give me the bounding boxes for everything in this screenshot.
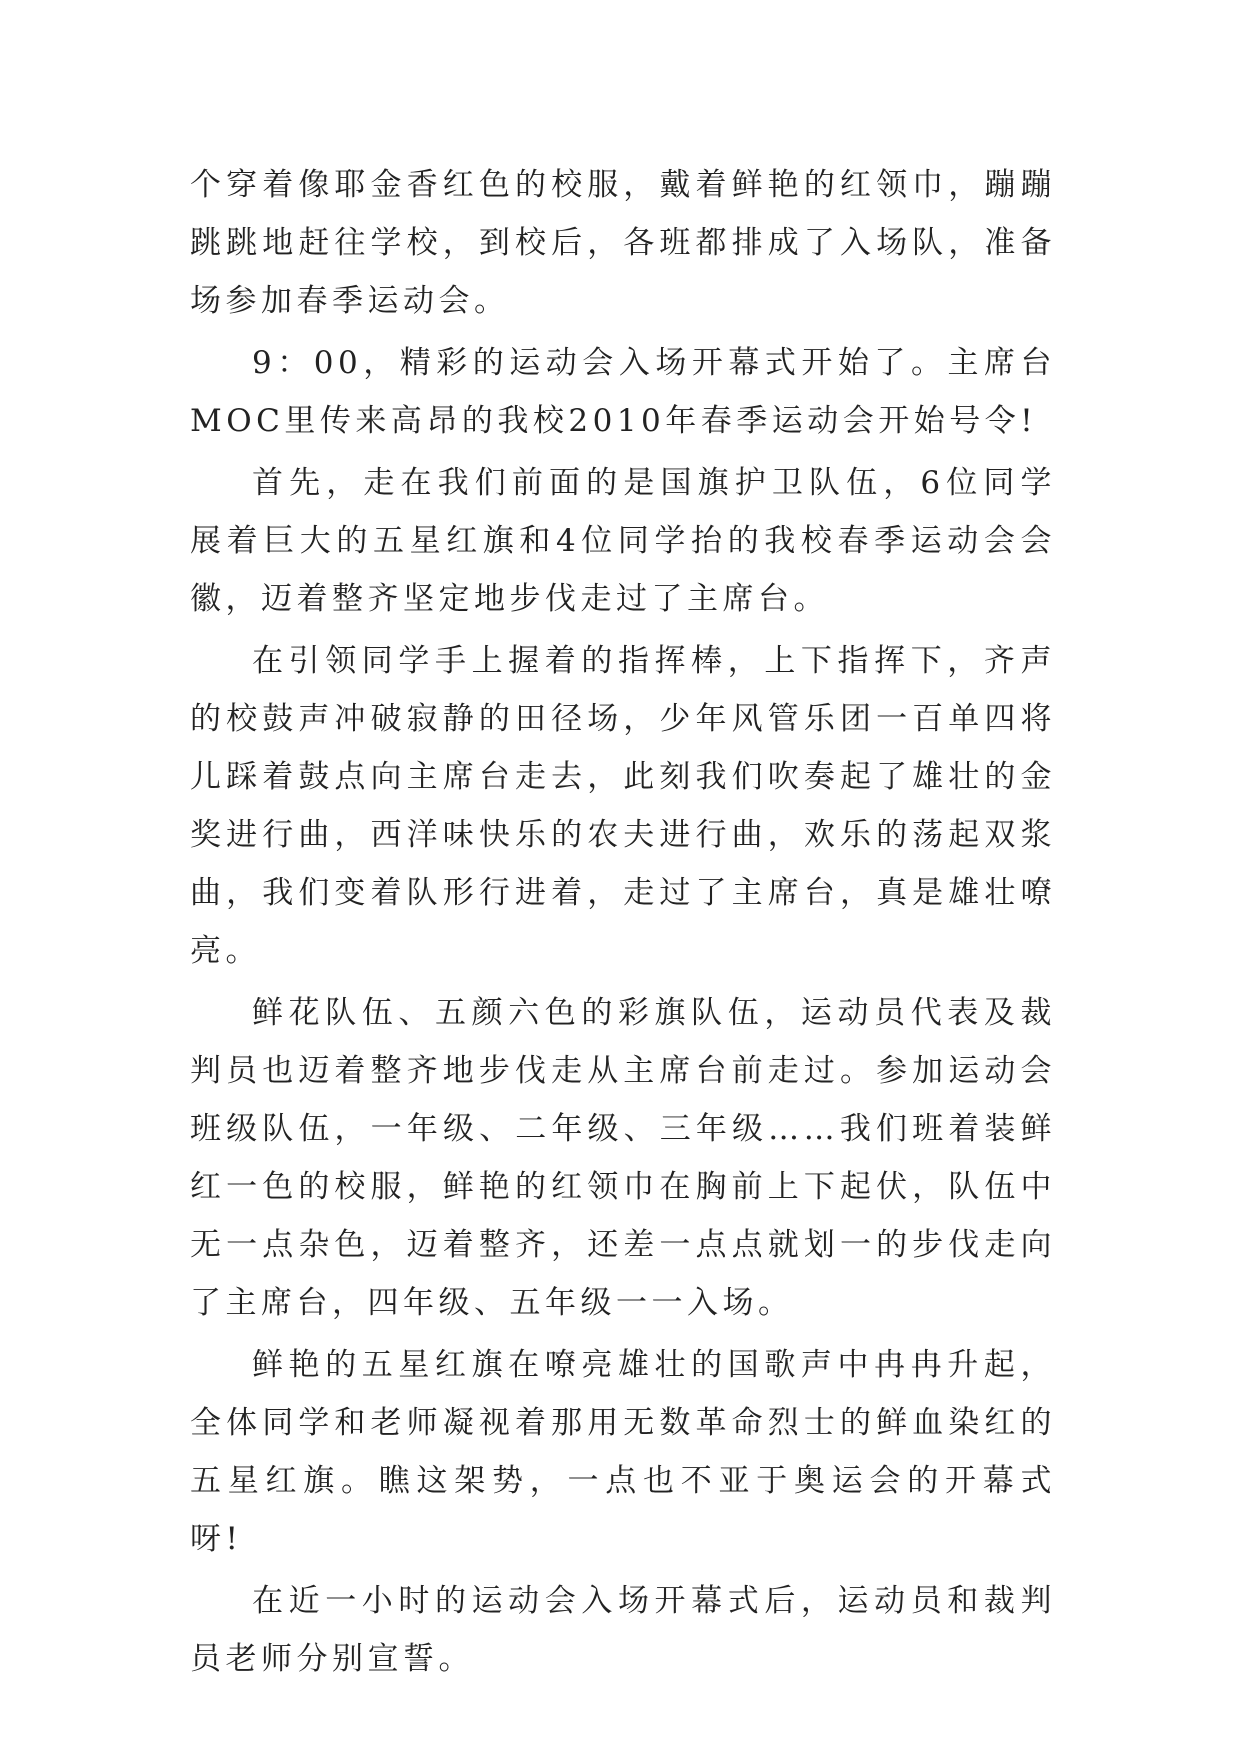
paragraph-4: 在引领同学手上握着的指挥棒，上下指挥下，齐声的校鼓声冲破寂静的田径场，少年风管乐团一百单四将儿踩着鼓点向主席台走去，此刻我们吹奏起了雄壮的金奖进行曲，西洋味快乐的农夫进行曲，欢乐的荡起双浆曲，我们变着队形行进着，走过了主席台，真是雄壮嘹亮。 [190,643,1056,969]
paragraph-2: 9：00，精彩的运动会入场开幕式开始了。主席台MOC里传来高昂的我校2010年春季运动会开始号令! [190,345,1056,439]
paragraph-1: 个穿着像耶金香红色的校服，戴着鲜艳的红领巾，蹦蹦跳跳地赶往学校，到校后，各班都排成了入场队，准备场参加春季运动会。 [190,167,1056,319]
paragraph-3: 首先，走在我们前面的是国旗护卫队伍，6位同学展着巨大的五星红旗和4位同学抬的我校春季运动会会徽，迈着整齐坚定地步伐走过了主席台。 [190,465,1056,617]
paragraph-5: 鲜花队伍、五颜六色的彩旗队伍，运动员代表及裁判员也迈着整齐地步伐走从主席台前走过。参加运动会班级队伍，一年级、二年级、三年级……我们班着装鲜红一色的校服，鲜艳的红领巾在胸前上下起伏，队伍中无一点杂色，迈着整齐，还差一点点就划一的步伐走向了主席台，四年级、五年级一一入场。 [190,995,1056,1321]
paragraph-7: 在近一小时的运动会入场开幕式后，运动员和裁判员老师分别宣誓。 [190,1583,1056,1677]
article-body [190,156,1056,1692]
paragraph-6: 鲜艳的五星红旗在嘹亮雄壮的国歌声中冉冉升起，全体同学和老师凝视着那用无数革命烈士的鲜血染红的五星红旗。瞧这架势，一点也不亚于奥运会的开幕式呀! [190,1347,1056,1557]
